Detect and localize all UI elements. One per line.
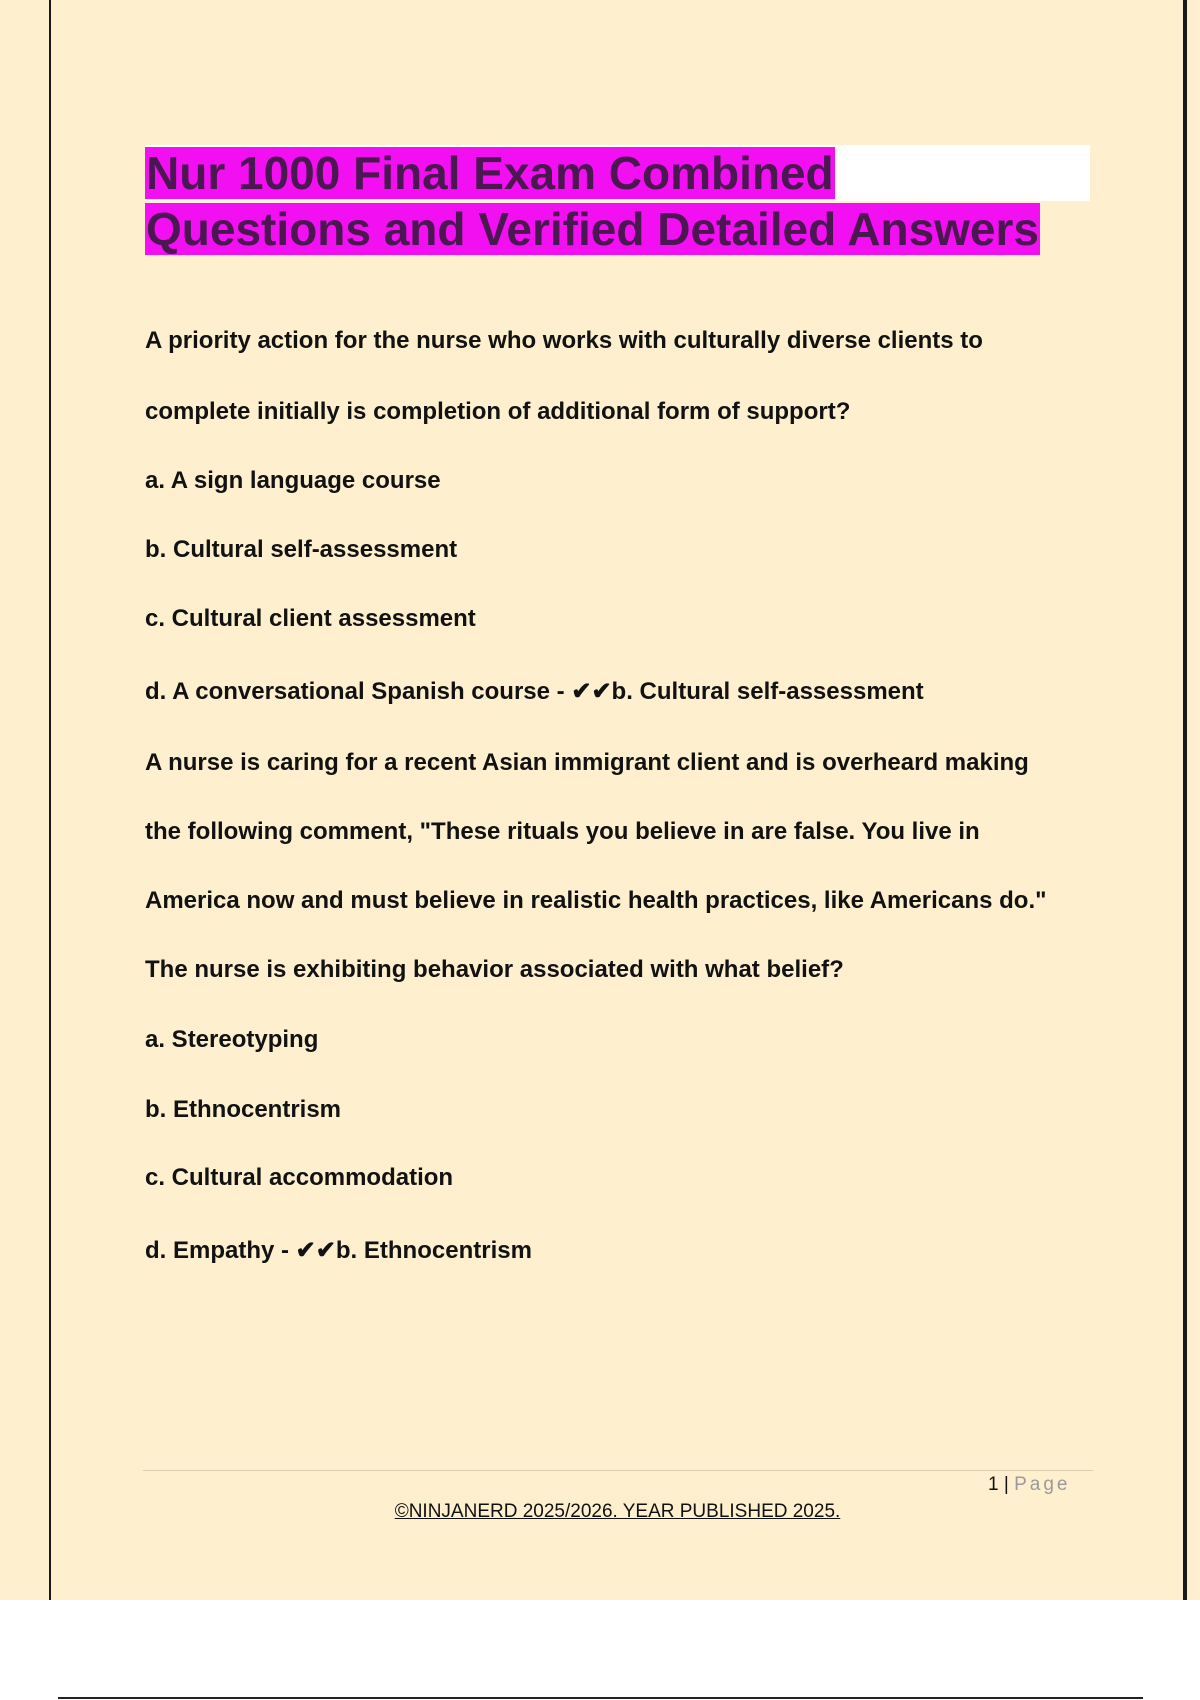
question-1-stem-line-2: complete initially is completion of additional form of support? bbox=[145, 398, 851, 425]
page-border-left bbox=[49, 0, 51, 1600]
question-2-option-d-answer: d. Empathy - ✔✔b. Ethnocentrism bbox=[145, 1237, 532, 1264]
question-2-stem-line-1: A nurse is caring for a recent Asian immigrant client and is overheard making bbox=[145, 749, 1029, 776]
question-1-option-c: c. Cultural client assessment bbox=[145, 605, 476, 632]
footer-divider bbox=[143, 1470, 1093, 1471]
question-1-option-d-answer: d. A conversational Spanish course - ✔✔b. Cultural self-assessment bbox=[145, 678, 924, 705]
question-2-option-a: a. Stereotyping bbox=[145, 1026, 319, 1053]
page-border-right bbox=[1183, 0, 1187, 1600]
page-label: Page bbox=[1014, 1474, 1071, 1495]
question-2-stem-line-3: America now and must believe in realistic health practices, like Americans do." bbox=[145, 887, 1047, 914]
question-2-option-c: c. Cultural accommodation bbox=[145, 1164, 454, 1191]
question-2-stem-line-2: the following comment, "These rituals you believe in are false. You live in bbox=[145, 818, 980, 845]
page-number-value: 1 bbox=[988, 1474, 999, 1495]
page-number-separator: | bbox=[1003, 1474, 1009, 1495]
question-1-stem-line-1: A priority action for the nurse who works with culturally diverse clients to bbox=[145, 327, 983, 354]
question-1-option-a: a. A sign language course bbox=[145, 467, 441, 494]
title-line-1: Nur 1000 Final Exam Combined bbox=[145, 145, 1090, 201]
question-2-stem-line-4: The nurse is exhibiting behavior associated with what belief? bbox=[145, 956, 844, 983]
question-2-option-b: b. Ethnocentrism bbox=[145, 1096, 342, 1123]
title-line-2: Questions and Verified Detailed Answers bbox=[146, 203, 1040, 255]
bottom-divider bbox=[58, 1697, 1143, 1699]
page-number bbox=[988, 1474, 1070, 1496]
document-title bbox=[145, 145, 1090, 257]
question-1-option-b: b. Cultural self-assessment bbox=[145, 536, 458, 563]
copyright-notice: ©NINJANERD 2025/2026. YEAR PUBLISHED 2025. bbox=[394, 1501, 841, 1522]
